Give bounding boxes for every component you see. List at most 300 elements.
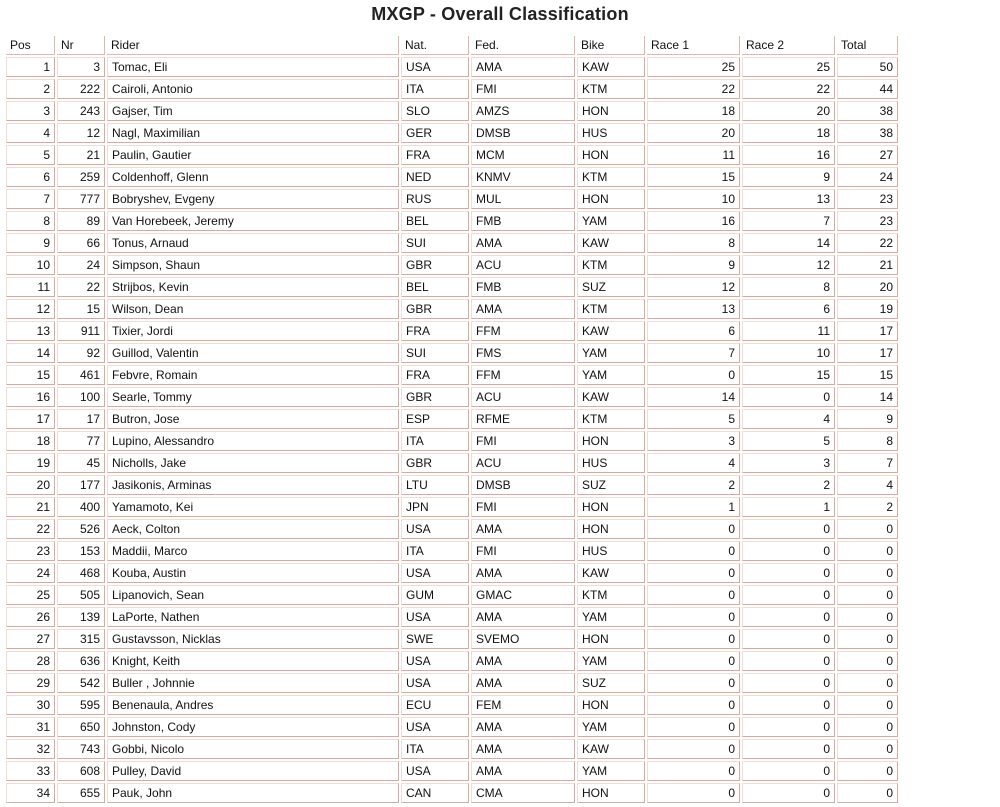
rider-cell: Butron, Jose — [107, 409, 399, 429]
pos-cell: 33 — [6, 761, 55, 781]
rider-cell: Aeck, Colton — [107, 519, 399, 539]
fed-cell: ACU — [471, 255, 575, 275]
total-cell: 0 — [837, 607, 898, 627]
rider-cell: Gobbi, Nicolo — [107, 739, 399, 759]
rider-cell: Strijbos, Kevin — [107, 277, 399, 297]
table-row — [6, 321, 898, 341]
pos-cell: 13 — [6, 321, 55, 341]
race2-cell: 2 — [742, 475, 835, 495]
bike-cell: KAW — [577, 563, 645, 583]
nr-cell: 461 — [57, 365, 105, 385]
table-body — [6, 57, 898, 803]
bike-cell: KTM — [577, 79, 645, 99]
table-row — [6, 541, 898, 561]
header-row — [6, 36, 898, 55]
race2-cell: 0 — [742, 585, 835, 605]
rider-cell: Pauk, John — [107, 783, 399, 803]
rider-cell: Nagl, Maximilian — [107, 123, 399, 143]
race1-cell: 0 — [647, 629, 740, 649]
nr-cell: 636 — [57, 651, 105, 671]
table-row — [6, 761, 898, 781]
total-cell: 0 — [837, 695, 898, 715]
race2-cell: 4 — [742, 409, 835, 429]
nr-cell: 100 — [57, 387, 105, 407]
pos-cell: 30 — [6, 695, 55, 715]
bike-cell: YAM — [577, 717, 645, 737]
nat-cell: USA — [401, 607, 469, 627]
table-row — [6, 299, 898, 319]
total-cell: 14 — [837, 387, 898, 407]
page-title: MXGP - Overall Classification — [371, 4, 629, 24]
race2-cell: 15 — [742, 365, 835, 385]
race1-cell: 9 — [647, 255, 740, 275]
rider-cell: Gustavsson, Nicklas — [107, 629, 399, 649]
race2-cell: 20 — [742, 101, 835, 121]
bike-cell: SUZ — [577, 277, 645, 297]
fed-cell: AMA — [471, 651, 575, 671]
race1-cell: 4 — [647, 453, 740, 473]
total-cell: 0 — [837, 761, 898, 781]
nat-header: Nat. — [401, 36, 469, 55]
rider-cell: Pulley, David — [107, 761, 399, 781]
rider-cell: Searle, Tommy — [107, 387, 399, 407]
fed-cell: DMSB — [471, 123, 575, 143]
rider-cell: Coldenhoff, Glenn — [107, 167, 399, 187]
table-row — [6, 123, 898, 143]
race1-cell: 22 — [647, 79, 740, 99]
bike-cell: HON — [577, 189, 645, 209]
pos-cell: 32 — [6, 739, 55, 759]
race2-cell: 0 — [742, 651, 835, 671]
total-cell: 17 — [837, 321, 898, 341]
fed-cell: FMB — [471, 211, 575, 231]
pos-cell: 8 — [6, 211, 55, 231]
pos-cell: 17 — [6, 409, 55, 429]
rider-cell: Tomac, Eli — [107, 57, 399, 77]
fed-cell: FMB — [471, 277, 575, 297]
total-header: Total — [837, 36, 898, 55]
total-cell: 0 — [837, 629, 898, 649]
nr-cell: 15 — [57, 299, 105, 319]
table-row — [6, 409, 898, 429]
bike-cell: KTM — [577, 299, 645, 319]
race1-cell: 10 — [647, 189, 740, 209]
pos-cell: 18 — [6, 431, 55, 451]
nat-cell: USA — [401, 673, 469, 693]
fed-cell: RFME — [471, 409, 575, 429]
race2-header: Race 2 — [742, 36, 835, 55]
fed-cell: GMAC — [471, 585, 575, 605]
table-row — [6, 387, 898, 407]
nr-cell: 595 — [57, 695, 105, 715]
nat-cell: SUI — [401, 343, 469, 363]
fed-cell: MCM — [471, 145, 575, 165]
race2-cell: 18 — [742, 123, 835, 143]
bike-cell: HON — [577, 431, 645, 451]
fed-cell: FMI — [471, 431, 575, 451]
nr-cell: 177 — [57, 475, 105, 495]
race2-cell: 8 — [742, 277, 835, 297]
pos-cell: 34 — [6, 783, 55, 803]
total-cell: 0 — [837, 739, 898, 759]
race1-header: Race 1 — [647, 36, 740, 55]
bike-cell: HUS — [577, 123, 645, 143]
total-cell: 19 — [837, 299, 898, 319]
rider-cell: Gajser, Tim — [107, 101, 399, 121]
bike-cell: KAW — [577, 739, 645, 759]
bike-cell: HON — [577, 695, 645, 715]
nat-cell: BEL — [401, 211, 469, 231]
table-row — [6, 211, 898, 231]
fed-cell: AMA — [471, 563, 575, 583]
race2-cell: 11 — [742, 321, 835, 341]
race2-cell: 13 — [742, 189, 835, 209]
nr-cell: 743 — [57, 739, 105, 759]
fed-cell: KNMV — [471, 167, 575, 187]
table-row — [6, 343, 898, 363]
pos-cell: 6 — [6, 167, 55, 187]
race2-cell: 1 — [742, 497, 835, 517]
nr-cell: 89 — [57, 211, 105, 231]
nr-cell: 608 — [57, 761, 105, 781]
pos-cell: 19 — [6, 453, 55, 473]
table-row — [6, 189, 898, 209]
race2-cell: 22 — [742, 79, 835, 99]
total-cell: 9 — [837, 409, 898, 429]
race1-cell: 0 — [647, 585, 740, 605]
table-row — [6, 651, 898, 671]
nat-cell: SUI — [401, 233, 469, 253]
total-cell: 8 — [837, 431, 898, 451]
nat-cell: FRA — [401, 145, 469, 165]
total-cell: 50 — [837, 57, 898, 77]
rider-cell: Knight, Keith — [107, 651, 399, 671]
nat-cell: ITA — [401, 79, 469, 99]
pos-cell: 11 — [6, 277, 55, 297]
pos-cell: 16 — [6, 387, 55, 407]
nr-cell: 24 — [57, 255, 105, 275]
fed-cell: AMA — [471, 519, 575, 539]
rider-cell: Febvre, Romain — [107, 365, 399, 385]
race1-cell: 16 — [647, 211, 740, 231]
race2-cell: 0 — [742, 717, 835, 737]
fed-cell: FFM — [471, 365, 575, 385]
nr-cell: 911 — [57, 321, 105, 341]
table-row — [6, 629, 898, 649]
total-cell: 38 — [837, 101, 898, 121]
nat-cell: RUS — [401, 189, 469, 209]
rider-cell: Benenaula, Andres — [107, 695, 399, 715]
race1-cell: 0 — [647, 739, 740, 759]
fed-cell: ACU — [471, 453, 575, 473]
bike-cell: HON — [577, 497, 645, 517]
race2-cell: 0 — [742, 563, 835, 583]
table-row — [6, 739, 898, 759]
table-row — [6, 475, 898, 495]
nr-header: Nr — [57, 36, 105, 55]
race2-cell: 12 — [742, 255, 835, 275]
race2-cell: 3 — [742, 453, 835, 473]
race2-cell: 0 — [742, 519, 835, 539]
nr-cell: 153 — [57, 541, 105, 561]
nr-cell: 77 — [57, 431, 105, 451]
rider-cell: LaPorte, Nathen — [107, 607, 399, 627]
race1-cell: 0 — [647, 519, 740, 539]
pos-cell: 27 — [6, 629, 55, 649]
table-row — [6, 563, 898, 583]
race1-cell: 6 — [647, 321, 740, 341]
nr-cell: 655 — [57, 783, 105, 803]
fed-cell: AMA — [471, 761, 575, 781]
fed-cell: FMS — [471, 343, 575, 363]
nat-cell: GUM — [401, 585, 469, 605]
nat-cell: FRA — [401, 365, 469, 385]
race2-cell: 0 — [742, 607, 835, 627]
nat-cell: LTU — [401, 475, 469, 495]
table-row — [6, 233, 898, 253]
race1-cell: 0 — [647, 365, 740, 385]
nr-cell: 315 — [57, 629, 105, 649]
race2-cell: 5 — [742, 431, 835, 451]
rider-cell: Paulin, Gautier — [107, 145, 399, 165]
rider-cell: Tixier, Jordi — [107, 321, 399, 341]
race1-cell: 2 — [647, 475, 740, 495]
rider-cell: Tonus, Arnaud — [107, 233, 399, 253]
nat-cell: SLO — [401, 101, 469, 121]
rider-cell: Wilson, Dean — [107, 299, 399, 319]
table-row — [6, 255, 898, 275]
bike-cell: HON — [577, 783, 645, 803]
rider-header: Rider — [107, 36, 399, 55]
bike-cell: KAW — [577, 321, 645, 341]
nat-cell: USA — [401, 651, 469, 671]
fed-cell: FEM — [471, 695, 575, 715]
pos-cell: 7 — [6, 189, 55, 209]
nat-cell: ITA — [401, 541, 469, 561]
nr-cell: 17 — [57, 409, 105, 429]
bike-header: Bike — [577, 36, 645, 55]
total-cell: 21 — [837, 255, 898, 275]
classification-table — [4, 34, 900, 805]
race1-cell: 0 — [647, 761, 740, 781]
table-row — [6, 783, 898, 803]
pos-cell: 10 — [6, 255, 55, 275]
total-cell: 27 — [837, 145, 898, 165]
rider-cell: Nicholls, Jake — [107, 453, 399, 473]
nat-cell: ECU — [401, 695, 469, 715]
table-row — [6, 57, 898, 77]
pos-cell: 24 — [6, 563, 55, 583]
total-cell: 15 — [837, 365, 898, 385]
nat-cell: FRA — [401, 321, 469, 341]
rider-cell: Kouba, Austin — [107, 563, 399, 583]
pos-cell: 1 — [6, 57, 55, 77]
total-cell: 0 — [837, 563, 898, 583]
pos-cell: 26 — [6, 607, 55, 627]
rider-cell: Bobryshev, Evgeny — [107, 189, 399, 209]
nat-cell: SWE — [401, 629, 469, 649]
nr-cell: 92 — [57, 343, 105, 363]
table-row — [6, 167, 898, 187]
total-cell: 0 — [837, 519, 898, 539]
fed-cell: FMI — [471, 541, 575, 561]
fed-cell: AMA — [471, 57, 575, 77]
race2-cell: 0 — [742, 761, 835, 781]
fed-cell: AMA — [471, 717, 575, 737]
fed-cell: ACU — [471, 387, 575, 407]
nat-cell: CAN — [401, 783, 469, 803]
pos-cell: 3 — [6, 101, 55, 121]
nr-cell: 650 — [57, 717, 105, 737]
table-row — [6, 101, 898, 121]
table-row — [6, 673, 898, 693]
nat-cell: ITA — [401, 431, 469, 451]
bike-cell: KAW — [577, 387, 645, 407]
race2-cell: 9 — [742, 167, 835, 187]
fed-cell: AMA — [471, 739, 575, 759]
race1-cell: 15 — [647, 167, 740, 187]
pos-cell: 14 — [6, 343, 55, 363]
table-row — [6, 695, 898, 715]
fed-cell: FFM — [471, 321, 575, 341]
bike-cell: YAM — [577, 651, 645, 671]
bike-cell: HON — [577, 519, 645, 539]
nat-cell: ESP — [401, 409, 469, 429]
table-header — [6, 36, 898, 55]
pos-cell: 21 — [6, 497, 55, 517]
bike-cell: KTM — [577, 167, 645, 187]
total-cell: 7 — [837, 453, 898, 473]
nr-cell: 542 — [57, 673, 105, 693]
total-cell: 17 — [837, 343, 898, 363]
fed-cell: DMSB — [471, 475, 575, 495]
nr-cell: 259 — [57, 167, 105, 187]
rider-cell: Johnston, Cody — [107, 717, 399, 737]
table-row — [6, 79, 898, 99]
race2-cell: 0 — [742, 541, 835, 561]
total-cell: 0 — [837, 585, 898, 605]
race1-cell: 12 — [647, 277, 740, 297]
race1-cell: 0 — [647, 563, 740, 583]
bike-cell: YAM — [577, 607, 645, 627]
nat-cell: NED — [401, 167, 469, 187]
table-row — [6, 607, 898, 627]
bike-cell: HUS — [577, 453, 645, 473]
nr-cell: 222 — [57, 79, 105, 99]
race1-cell: 0 — [647, 695, 740, 715]
race1-cell: 25 — [647, 57, 740, 77]
race2-cell: 14 — [742, 233, 835, 253]
total-cell: 0 — [837, 651, 898, 671]
total-cell: 0 — [837, 673, 898, 693]
pos-cell: 20 — [6, 475, 55, 495]
nr-cell: 526 — [57, 519, 105, 539]
bike-cell: YAM — [577, 365, 645, 385]
nat-cell: ITA — [401, 739, 469, 759]
bike-cell: YAM — [577, 761, 645, 781]
pos-header: Pos — [6, 36, 55, 55]
total-cell: 23 — [837, 211, 898, 231]
bike-cell: KTM — [577, 585, 645, 605]
rider-cell: Yamamoto, Kei — [107, 497, 399, 517]
race1-cell: 0 — [647, 783, 740, 803]
nr-cell: 45 — [57, 453, 105, 473]
fed-cell: AMA — [471, 673, 575, 693]
total-cell: 20 — [837, 277, 898, 297]
nr-cell: 3 — [57, 57, 105, 77]
bike-cell: SUZ — [577, 673, 645, 693]
bike-cell: YAM — [577, 343, 645, 363]
bike-cell: KTM — [577, 255, 645, 275]
rider-cell: Lupino, Alessandro — [107, 431, 399, 451]
pos-cell: 15 — [6, 365, 55, 385]
nat-cell: GER — [401, 123, 469, 143]
total-cell: 44 — [837, 79, 898, 99]
race1-cell: 0 — [647, 651, 740, 671]
fed-cell: AMA — [471, 607, 575, 627]
bike-cell: KAW — [577, 57, 645, 77]
race1-cell: 3 — [647, 431, 740, 451]
race2-cell: 0 — [742, 739, 835, 759]
race1-cell: 14 — [647, 387, 740, 407]
race1-cell: 0 — [647, 717, 740, 737]
race1-cell: 0 — [647, 607, 740, 627]
race1-cell: 20 — [647, 123, 740, 143]
pos-cell: 25 — [6, 585, 55, 605]
fed-cell: SVEMO — [471, 629, 575, 649]
race1-cell: 11 — [647, 145, 740, 165]
nr-cell: 400 — [57, 497, 105, 517]
race1-cell: 1 — [647, 497, 740, 517]
nat-cell: USA — [401, 519, 469, 539]
table-row — [6, 497, 898, 517]
nr-cell: 139 — [57, 607, 105, 627]
pos-cell: 4 — [6, 123, 55, 143]
nat-cell: GBR — [401, 299, 469, 319]
rider-cell: Jasikonis, Arminas — [107, 475, 399, 495]
pos-cell: 23 — [6, 541, 55, 561]
pos-cell: 9 — [6, 233, 55, 253]
rider-cell: Maddii, Marco — [107, 541, 399, 561]
nr-cell: 66 — [57, 233, 105, 253]
nat-cell: BEL — [401, 277, 469, 297]
race1-cell: 7 — [647, 343, 740, 363]
fed-cell: FMI — [471, 497, 575, 517]
rider-cell: Simpson, Shaun — [107, 255, 399, 275]
fed-cell: MUL — [471, 189, 575, 209]
race2-cell: 6 — [742, 299, 835, 319]
nr-cell: 505 — [57, 585, 105, 605]
nr-cell: 21 — [57, 145, 105, 165]
nat-cell: GBR — [401, 387, 469, 407]
rider-cell: Guillod, Valentin — [107, 343, 399, 363]
total-cell: 0 — [837, 717, 898, 737]
nr-cell: 243 — [57, 101, 105, 121]
table-row — [6, 145, 898, 165]
rider-cell: Van Horebeek, Jeremy — [107, 211, 399, 231]
rider-cell: Lipanovich, Sean — [107, 585, 399, 605]
race2-cell: 0 — [742, 673, 835, 693]
nat-cell: USA — [401, 563, 469, 583]
table-row — [6, 365, 898, 385]
race1-cell: 0 — [647, 541, 740, 561]
table-row — [6, 431, 898, 451]
total-cell: 22 — [837, 233, 898, 253]
race1-cell: 5 — [647, 409, 740, 429]
table-row — [6, 585, 898, 605]
bike-cell: SUZ — [577, 475, 645, 495]
pos-cell: 12 — [6, 299, 55, 319]
